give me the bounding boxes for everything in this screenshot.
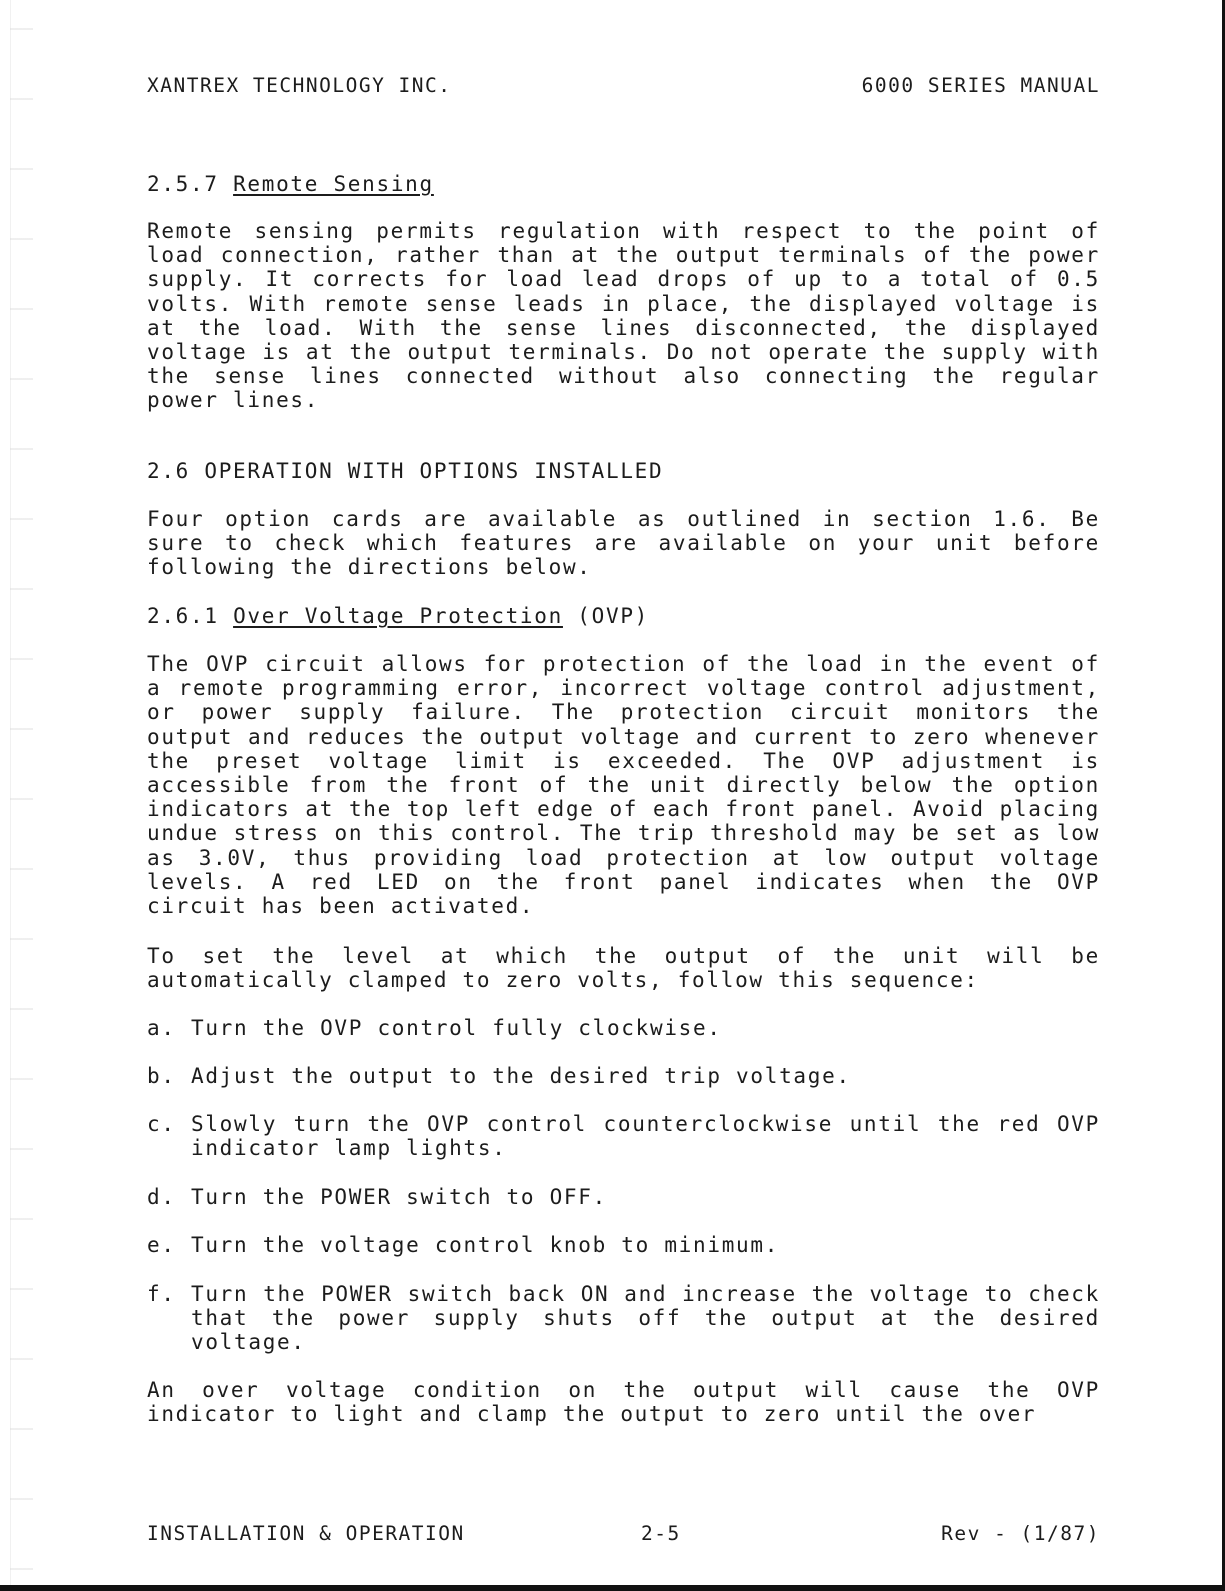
section-2-6-1-paragraph-2 — [147, 944, 1100, 992]
list-item-letter: e. — [147, 1233, 176, 1257]
section-title: Over Voltage Protection — [233, 604, 563, 628]
footer-section: INSTALLATION & OPERATION — [147, 1522, 465, 1545]
paragraph: An over voltage condition on the output will cause the OVP indicator to light and clamp the output to zero until the over — [147, 1378, 1100, 1427]
section-number: 2.6.1 — [147, 604, 219, 628]
list-item-text: Turn the POWER switch to OFF. — [191, 1185, 607, 1209]
scan-margin-artifact — [10, 0, 33, 1591]
section-number: 2.5.7 — [147, 172, 219, 196]
list-item-text: Adjust the output to the desired trip voltage. — [191, 1064, 851, 1088]
section-title: Remote Sensing — [233, 172, 434, 196]
scan-edge-bottom — [0, 1585, 1225, 1591]
paragraph: Four option cards are available as outlined in section 1.6. Be sure to check which features are available on your unit before following the directions below. — [147, 507, 1100, 580]
header-company: XANTREX TECHNOLOGY INC. — [147, 74, 452, 97]
section-title-suffix: (OVP) — [577, 604, 650, 628]
list-item — [147, 1064, 1100, 1088]
list-item-letter: f. — [147, 1282, 176, 1306]
section-2-5-7-heading — [147, 172, 1100, 196]
list-item-text: Turn the voltage control knob to minimum. — [191, 1233, 780, 1257]
section-2-6-body — [147, 507, 1100, 580]
list-item — [147, 1185, 1100, 1209]
paragraph: The OVP circuit allows for protection of the load in the event of a remote programming error, incorrect voltage control adjustment, or power supply failure. The protection circuit monitors the output and reduces the output voltage and current to zero whenever the preset voltage limit is exceeded. The OVP adjustment is accessible from the front of the unit directly below the option indicators at the top left edge of each front panel. Avoid placing undue stress on this control. The trip threshold may be set as low as 3.0V, thus providing load protection at low output voltage levels. A red LED on the front panel indicates when the OVP circuit has been activated. — [147, 652, 1100, 919]
section-2-6-1-paragraph-1 — [147, 652, 1100, 918]
list-item-letter: a. — [147, 1016, 176, 1040]
list-item — [147, 1112, 1100, 1160]
list-item — [147, 1233, 1100, 1257]
header-manual-title: 6000 SERIES MANUAL — [861, 74, 1100, 97]
list-item-text: Slowly turn the OVP control counterclockwise until the red OVP indicator lamp lights. — [191, 1112, 1100, 1161]
list-item — [147, 1282, 1100, 1355]
list-item-letter: c. — [147, 1112, 176, 1136]
footer-page-number: 2-5 — [641, 1522, 681, 1545]
list-item-text: Turn the POWER switch back ON and increase the voltage to check that the power supply shuts off the output at the desired voltage. — [191, 1282, 1100, 1355]
list-item-letter: d. — [147, 1185, 176, 1209]
paragraph: To set the level at which the output of the unit will be automatically clamped to zero volts, follow this sequence: — [147, 944, 1100, 993]
footer-revision: Rev - (1/87) — [941, 1522, 1100, 1545]
section-2-6-1-heading — [147, 604, 1100, 628]
section-2-6-1-paragraph-3 — [147, 1378, 1100, 1426]
list-item-letter: b. — [147, 1064, 176, 1088]
section-2-6-heading — [147, 459, 1100, 483]
paragraph: Remote sensing permits regulation with respect to the point of load connection, rather than at the output terminals of the power supply. It corrects for load lead drops of up to a total of 0.5 volts. With remote sense leads in place, the displayed voltage is at the load. With the sense lines disconnected, the displayed voltage is at the output terminals. Do not operate the supply with the sense lines connected without also connecting the regular power lines. — [147, 219, 1100, 413]
section-title: 2.6 OPERATION WITH OPTIONS INSTALLED — [147, 459, 664, 483]
list-item — [147, 1016, 1100, 1040]
page-header — [147, 74, 1100, 97]
section-2-5-7-body — [147, 219, 1100, 413]
list-item-text: Turn the OVP control fully clockwise. — [191, 1016, 722, 1040]
